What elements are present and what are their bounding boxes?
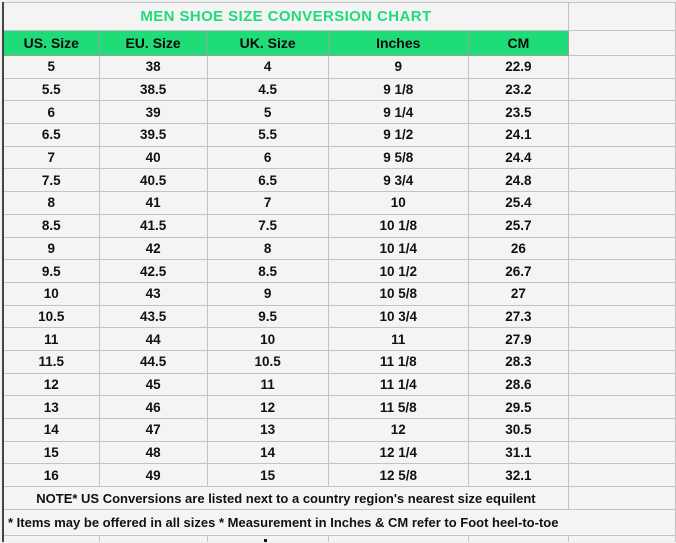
table-cell[interactable]: 9 <box>207 282 328 305</box>
table-cell[interactable]: 9.5 <box>207 305 328 328</box>
table-cell[interactable]: 7 <box>3 146 99 169</box>
empty-cell[interactable] <box>568 536 675 543</box>
table-row <box>3 260 676 283</box>
table-cell[interactable]: 14 <box>207 441 328 464</box>
table-cell[interactable]: 7.5 <box>207 214 328 237</box>
table-cell[interactable]: 11 <box>3 328 99 351</box>
table-cell[interactable]: 10.5 <box>3 305 99 328</box>
table-cell[interactable]: 8 <box>3 192 99 215</box>
column-header[interactable]: CM <box>468 31 568 56</box>
table-cell[interactable]: 24.1 <box>468 124 568 147</box>
table-row <box>3 305 676 328</box>
table-cell[interactable]: 5 <box>3 56 99 79</box>
empty-cell[interactable] <box>568 192 675 215</box>
table-cell[interactable]: 10 <box>207 328 328 351</box>
table-cell[interactable]: 6.5 <box>3 124 99 147</box>
table-cell[interactable]: 9 1/4 <box>328 101 468 124</box>
empty-cell[interactable] <box>568 350 675 373</box>
table-row <box>3 146 676 169</box>
header-row <box>3 31 676 56</box>
table-cell[interactable]: 10 1/8 <box>328 214 468 237</box>
table-row <box>3 214 676 237</box>
table-cell[interactable]: 42.5 <box>99 260 207 283</box>
column-header[interactable]: Inches <box>328 31 468 56</box>
table-row <box>3 441 676 464</box>
empty-cell[interactable] <box>328 536 468 543</box>
table-cell[interactable]: 13 <box>207 419 328 442</box>
table-cell[interactable]: 8.5 <box>207 260 328 283</box>
table-cell[interactable]: 28.6 <box>468 373 568 396</box>
table-cell[interactable]: 11 <box>328 328 468 351</box>
table-cell[interactable]: 9 5/8 <box>328 146 468 169</box>
table-cell[interactable]: 12 5/8 <box>328 464 468 487</box>
table-cell[interactable]: 25.4 <box>468 192 568 215</box>
table-cell[interactable]: 6 <box>3 101 99 124</box>
empty-cell[interactable] <box>568 328 675 351</box>
empty-cell[interactable] <box>568 124 675 147</box>
note-row <box>3 510 676 536</box>
column-header[interactable]: US. Size <box>3 31 99 56</box>
table-cell[interactable]: 12 <box>3 373 99 396</box>
empty-cell[interactable] <box>568 373 675 396</box>
table-cell[interactable]: 43.5 <box>99 305 207 328</box>
table-cell[interactable]: 39.5 <box>99 124 207 147</box>
table-cell[interactable]: 41.5 <box>99 214 207 237</box>
table-cell[interactable]: 9 1/8 <box>328 78 468 101</box>
table-cell[interactable]: 26.7 <box>468 260 568 283</box>
table-cell[interactable]: 10 1/4 <box>328 237 468 260</box>
table-cell[interactable]: 26 <box>468 237 568 260</box>
empty-cell[interactable] <box>568 169 675 192</box>
empty-cell[interactable] <box>568 31 675 56</box>
table-cell[interactable]: 7 <box>207 192 328 215</box>
note-row <box>3 487 676 510</box>
table-cell[interactable]: 11 5/8 <box>328 396 468 419</box>
table-cell[interactable]: 4 <box>207 56 328 79</box>
empty-cell[interactable] <box>568 56 675 79</box>
table-cell[interactable]: 32.1 <box>468 464 568 487</box>
table-row <box>3 124 676 147</box>
empty-cell[interactable] <box>568 78 675 101</box>
table-cell[interactable]: 10 5/8 <box>328 282 468 305</box>
title-row <box>3 3 676 31</box>
table-cell[interactable]: 12 <box>328 419 468 442</box>
table-cell[interactable]: 16 <box>3 464 99 487</box>
table-cell[interactable]: 10 3/4 <box>328 305 468 328</box>
table-cell[interactable]: 11 <box>207 373 328 396</box>
note-text: * Items may be offered in all sizes * Measurement in Inches & CM refer to Foot heel-to-toe <box>3 510 676 536</box>
table-cell[interactable]: 47 <box>99 419 207 442</box>
table-cell[interactable]: 27 <box>468 282 568 305</box>
table-cell[interactable]: 46 <box>99 396 207 419</box>
table-cell[interactable]: 25.7 <box>468 214 568 237</box>
table-cell[interactable]: 15 <box>3 441 99 464</box>
table-cell[interactable]: 27.3 <box>468 305 568 328</box>
table-cell[interactable]: 9 <box>328 56 468 79</box>
column-header[interactable]: EU. Size <box>99 31 207 56</box>
table-cell[interactable]: 9 <box>3 237 99 260</box>
table-cell[interactable]: 5.5 <box>207 124 328 147</box>
table-cell[interactable]: 10 <box>328 192 468 215</box>
table-cell[interactable]: 22.9 <box>468 56 568 79</box>
table-cell[interactable]: 28.3 <box>468 350 568 373</box>
table-cell[interactable]: 38 <box>99 56 207 79</box>
table-row <box>3 396 676 419</box>
empty-cell[interactable] <box>207 536 328 543</box>
table-row <box>3 328 676 351</box>
table-cell[interactable]: 11.5 <box>3 350 99 373</box>
table-row <box>3 169 676 192</box>
table-cell[interactable]: 30.5 <box>468 419 568 442</box>
table-cell[interactable]: 5 <box>207 101 328 124</box>
table-cell[interactable]: 40 <box>99 146 207 169</box>
table-cell[interactable]: 45 <box>99 373 207 396</box>
table-cell[interactable]: 10 <box>3 282 99 305</box>
table-cell[interactable]: 8 <box>207 237 328 260</box>
table-row <box>3 56 676 79</box>
table-cell[interactable]: 10.5 <box>207 350 328 373</box>
empty-cell[interactable] <box>568 441 675 464</box>
table-cell[interactable]: 9 3/4 <box>328 169 468 192</box>
table-cell[interactable]: 14 <box>3 419 99 442</box>
table-cell[interactable]: 12 1/4 <box>328 441 468 464</box>
table-row <box>3 101 676 124</box>
table-cell[interactable]: 39 <box>99 101 207 124</box>
empty-cell[interactable] <box>568 396 675 419</box>
table-cell[interactable]: 27.9 <box>468 328 568 351</box>
table-cell[interactable]: 7.5 <box>3 169 99 192</box>
empty-cell[interactable] <box>568 3 675 31</box>
table-cell[interactable]: 10 1/2 <box>328 260 468 283</box>
table-row <box>3 237 676 260</box>
table-cell[interactable]: 38.5 <box>99 78 207 101</box>
table-cell[interactable]: 5.5 <box>3 78 99 101</box>
table-cell[interactable]: 11 1/8 <box>328 350 468 373</box>
table-cell[interactable]: 13 <box>3 396 99 419</box>
table-cell[interactable]: 40.5 <box>99 169 207 192</box>
table-cell[interactable]: 41 <box>99 192 207 215</box>
empty-cell[interactable] <box>468 536 568 543</box>
table-row <box>3 78 676 101</box>
note-text: NOTE* US Conversions are listed next to a country region's nearest size equilent <box>3 487 568 510</box>
table-cell[interactable]: 43 <box>99 282 207 305</box>
table-cell[interactable]: 6.5 <box>207 169 328 192</box>
table-cell[interactable]: 9 1/2 <box>328 124 468 147</box>
table-cell[interactable]: 23.5 <box>468 101 568 124</box>
empty-cell[interactable] <box>568 101 675 124</box>
clipped-character-fragment <box>264 539 267 542</box>
table-cell[interactable]: 24.8 <box>468 169 568 192</box>
table-row <box>3 419 676 442</box>
table-cell[interactable]: 42 <box>99 237 207 260</box>
table-cell[interactable]: 15 <box>207 464 328 487</box>
empty-cell[interactable] <box>568 237 675 260</box>
table-cell[interactable]: 11 1/4 <box>328 373 468 396</box>
shoe-size-conversion-table <box>2 2 676 542</box>
table-cell[interactable]: 12 <box>207 396 328 419</box>
empty-cell[interactable] <box>568 214 675 237</box>
table-cell[interactable]: 8.5 <box>3 214 99 237</box>
empty-cell[interactable] <box>568 282 675 305</box>
empty-cell[interactable] <box>568 419 675 442</box>
page-title: MEN SHOE SIZE CONVERSION CHART <box>3 3 568 31</box>
table-row <box>3 373 676 396</box>
table-cell[interactable]: 4.5 <box>207 78 328 101</box>
table-row <box>3 192 676 215</box>
empty-cell[interactable] <box>568 260 675 283</box>
table-cell[interactable]: 29.5 <box>468 396 568 419</box>
table-cell[interactable]: 48 <box>99 441 207 464</box>
table-cell[interactable]: 9.5 <box>3 260 99 283</box>
table-row <box>3 350 676 373</box>
table-row <box>3 282 676 305</box>
empty-cell[interactable] <box>568 464 675 487</box>
table-cell[interactable]: 6 <box>207 146 328 169</box>
clipped-partial-row <box>3 536 676 543</box>
table-cell[interactable]: 44.5 <box>99 350 207 373</box>
column-header[interactable]: UK. Size <box>207 31 328 56</box>
empty-cell[interactable] <box>568 305 675 328</box>
table-cell[interactable]: 44 <box>99 328 207 351</box>
table-row <box>3 464 676 487</box>
empty-cell[interactable] <box>3 536 99 543</box>
table-cell[interactable]: 31.1 <box>468 441 568 464</box>
table-cell[interactable]: 24.4 <box>468 146 568 169</box>
empty-cell[interactable] <box>568 487 675 510</box>
table-cell[interactable]: 49 <box>99 464 207 487</box>
empty-cell[interactable] <box>99 536 207 543</box>
table-cell[interactable]: 23.2 <box>468 78 568 101</box>
empty-cell[interactable] <box>568 146 675 169</box>
